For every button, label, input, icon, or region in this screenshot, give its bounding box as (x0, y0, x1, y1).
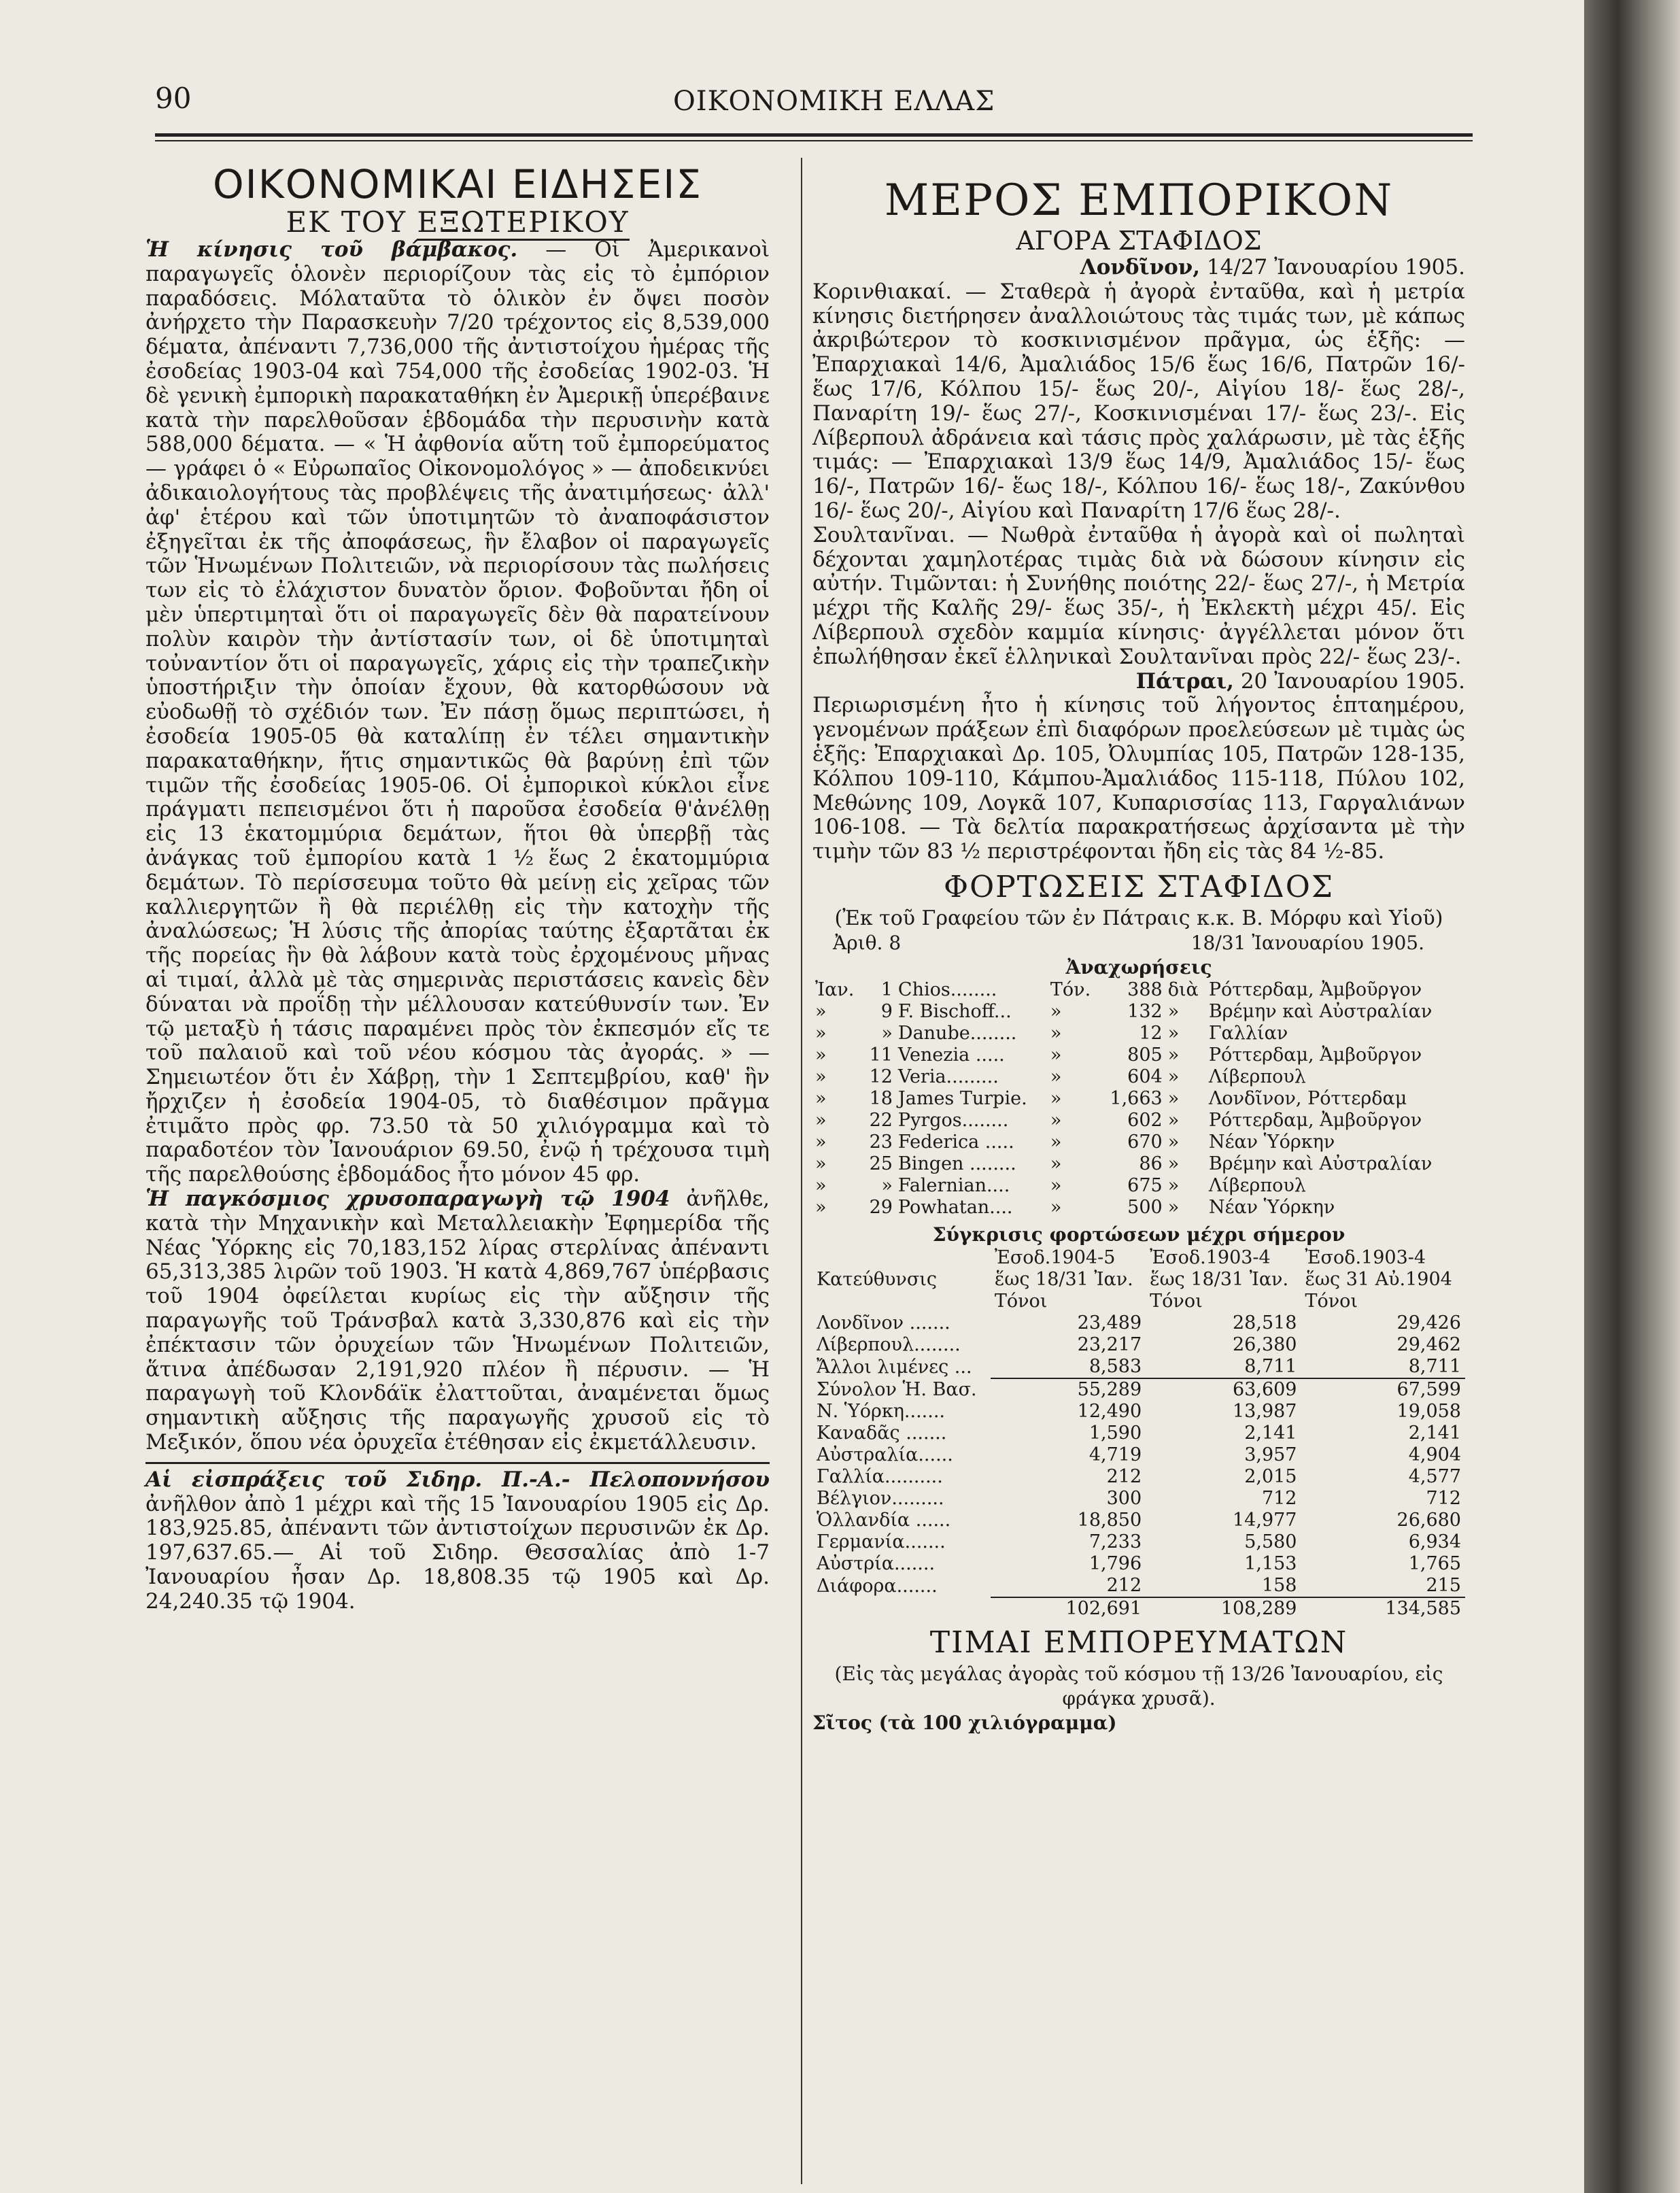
departure-cell-d: 29 (869, 1197, 893, 1219)
departure-cell-via: » (1167, 1001, 1180, 1023)
comparison-cell-dest: Γαλλία.......... (817, 1466, 943, 1488)
shipments-title: ΦΟΡΤΩΣΕΙΣ ΣΤΑΦΙΔΟΣ (944, 869, 1334, 904)
departure-cell-m: » (815, 1066, 827, 1088)
header-rule-thin (155, 140, 1473, 141)
departure-cell-t: 602 (1127, 1110, 1163, 1132)
departure-row (812, 979, 1465, 1001)
departure-cell-m: » (815, 1110, 827, 1132)
comparison-cell-b: 158 (1261, 1575, 1297, 1597)
departure-row (812, 1023, 1465, 1044)
departure-cell-t: 1,663 (1110, 1088, 1163, 1110)
departure-row (812, 1066, 1465, 1088)
comparison-cell-b: 5,580 (1244, 1531, 1297, 1553)
railway-article (145, 1468, 770, 1614)
departure-cell-u: Τόν. (1050, 979, 1091, 1001)
header-rule (155, 133, 1473, 137)
comparison-row (812, 1553, 1465, 1575)
departure-cell-m: » (815, 1197, 827, 1219)
page-number: 90 (155, 82, 192, 115)
comparison-row (812, 1510, 1465, 1531)
comparison-row (812, 1488, 1465, 1510)
departure-cell-t: 86 (1139, 1153, 1163, 1175)
comparison-header-3b: ἕως 31 Αὐ.1904 (1305, 1269, 1452, 1291)
comparison-row (812, 1378, 1465, 1401)
departure-cell-via: » (1167, 1088, 1180, 1110)
departure-cell-u: » (1050, 1044, 1062, 1066)
departure-cell-t: 132 (1127, 1001, 1163, 1023)
departure-cell-dest: Ρόττερδαμ, Ἀμβοῦργον (1208, 1044, 1422, 1066)
departure-cell-ship: Bingen ........ (897, 1153, 1016, 1175)
subtitle-prefix: ΕΚ ΤΟΥ (286, 205, 417, 239)
comparison-row (812, 1356, 1465, 1378)
comparison-cell-dest: Ν. Ὑόρκη....... (817, 1401, 946, 1423)
departure-cell-t: 805 (1127, 1044, 1163, 1066)
comparison-cell-dest: Λίβερπουλ........ (817, 1334, 961, 1356)
departure-cell-t: 500 (1127, 1197, 1163, 1219)
comparison-cell-dest: Αὐστραλία...... (817, 1444, 953, 1466)
comparison-cell-dest: Γερμανία....... (817, 1531, 946, 1553)
comparison-row (812, 1444, 1465, 1466)
comparison-cell-b: 1,153 (1244, 1553, 1297, 1575)
comparison-cell-b: 63,609 (1146, 1378, 1301, 1401)
comparison-cell-a: 12,490 (1077, 1401, 1142, 1423)
departure-row (812, 1088, 1465, 1110)
prices-note: (Εἰς τὰς μεγάλας ἀγορὰς τοῦ κόσμου τῇ 13/26 Ἰανουαρίου, εἰς φράγκα χρυσᾶ). (834, 1663, 1443, 1710)
departure-cell-m: » (815, 1001, 827, 1023)
comparison-cell-b: 712 (1261, 1488, 1297, 1510)
comparison-cell-b: 2,015 (1244, 1466, 1297, 1488)
departure-cell-ship: Chios........ (897, 979, 997, 1001)
departure-cell-u: » (1050, 1132, 1062, 1153)
departure-cell-t: 388 (1127, 979, 1163, 1001)
comparison-row (812, 1575, 1465, 1597)
comparison-cell-a: 1,796 (1088, 1553, 1142, 1575)
comparison-cell-b: 3,957 (1244, 1444, 1297, 1466)
departure-cell-m: » (815, 1044, 827, 1066)
comparison-cell-c: 712 (1426, 1488, 1461, 1510)
departures-table (812, 979, 1465, 1219)
commercial-section-title: ΜΕΡΟΣ ΕΜΠΟΡΙΚΟΝ (884, 175, 1394, 226)
departures-title: Ἀναχωρήσεις (1065, 955, 1212, 979)
patras-text: Περιωρισμένη ἦτο ἡ κίνησις τοῦ λήγοντος ἑπταημέρου, γενομένων πράξεων ἐπὶ διαφόρων προελεύσεων μὲ τιμὰς ὡς ἑξῆς: Ἐπαρχιακαὶ Δρ. 105, Ὀλυμπίας 105, Πατρῶν 128-135, Κόλπου 109-110, Κάμπου-Ἀμαλιάδος 115-118, Πύλου 102, Μεθώνης 109, Λογκᾶ 107, Κυπαρισσίας 113, Γαργαλιάνων 106-108. — Τὰ δελτία παρακρατήσεως ἀρχίσαντα μὲ τὴν τιμὴν τῶν 83 ½ περιστρέφονται ἤδη εἰς τὰς 84 ½-85. (812, 693, 1465, 864)
comparison-row (812, 1466, 1465, 1488)
comparison-header-2a: Ἐσοδ.1903-4 (1150, 1247, 1271, 1269)
departure-cell-d: » (881, 1023, 893, 1044)
departure-cell-d: » (881, 1175, 893, 1197)
departure-row (812, 1132, 1465, 1153)
corinth-text: Κορινθιακαί. — Σταθερὰ ἡ ἀγορὰ ἐνταῦθα, καὶ ἡ μετρία κίνησις διετήρησεν ἀναλλοιώτους τὰς τιμάς των, μὲ κάπως ἀκριβώτερον τὸ κοσκινισμένον πρᾶγμα, ὡς ἑξῆς: — Ἐπαρχιακαὶ 14/6, Ἀμαλιάδος 15/6 ἕως 16/6, Πατρῶν 16/- ἕως 17/6, Κόλπου 15/- ἕως 20/-, Αἰγίου 18/- ἕως 28/-, Παναρίτη 19/- ἕως 27/-, Κοσκινισμέναι 17/- ἕως 23/-. Εἰς Λίβερπουλ ἀδράνεια καὶ τάσις πρὸς χαλάρωσιν, μὲ τὰς ἑξῆς τιμάς: — Ἐπαρχιακαὶ 13/9 ἕως 14/9, Ἀμαλιάδος 15/- ἕως 16/-, Πατρῶν 16/- ἕως 18/-, Κόλπου 16/- ἕως 18/-, Ζακύνθου 16/- ἕως 20/-, Αἰγίου καὶ Παναρίτη 17/6 ἕως 28/-. (812, 279, 1465, 523)
comparison-cell-dest: Ἄλλοι λιμένες ... (817, 1356, 972, 1378)
departure-cell-u: » (1050, 1023, 1062, 1044)
departure-cell-ship: F. Bischoff... (897, 1001, 1012, 1023)
comparison-cell-a: 1,590 (1088, 1423, 1142, 1444)
departure-cell-dest: Λονδῖνον, Ρόττερδαμ (1208, 1088, 1407, 1110)
comparison-cell-a: 7,233 (1088, 1531, 1142, 1553)
comparison-cell-c: 29,426 (1396, 1312, 1461, 1334)
comparison-header-1b: ἕως 18/31 Ἰαν. (994, 1269, 1133, 1291)
departure-cell-ship: James Turpie. (897, 1088, 1027, 1110)
shipments-source: (Ἐκ τοῦ Γραφείου τῶν ἐν Πάτραις κ.κ. Β. Μόρφυ καὶ Υἱοῦ) (834, 906, 1443, 930)
departure-cell-d: 23 (869, 1132, 893, 1153)
cotton-text: — Οἱ Ἀμερικανοὶ παραγωγεῖς ὁλονὲν περιορίζουν τὰς εἰς τὸ ἐμπόριον παραδόσεις. Μόλαταῦτα τὸ ὁλικὸν ἐν ὄψει ποσὸν ἀνήρχετο τὴν Παρασκευὴν 7/20 τρέχοντος εἰς 8,539,000 δέματα, ἀπέναντι 7,736,000 τῆς ἀντιστοίχου ἡμέρας τῆς ἐσοδείας 1903-04 καὶ 754,000 τῆς ἐσοδείας 1902-03. Ἡ δὲ γενικὴ ἐμπορικὴ παρακαταθήκη ἐν Ἀμερικῇ ὑπερέβαινε κατὰ τὴν παρελθοῦσαν ἑβδομάδα τὴν περυσινὴν κατὰ 588,000 δέματα. — « Ἡ ἀφθονία αὕτη τοῦ ἐμπορεύματος — γράφει ὁ « Εὐρωπαῖος Οἰκονομολόγος » — ἀποδεικνύει ἀδικαιολογήτους τὰς προβλέψεις τῆς ἀνατιμήσεως· ἀλλ' ἀφ' ἑτέρου καὶ τῶν ὑποτιμητῶν τὸ ἀναποφάσιστον ἐξηγεῖται ἐκ τῆς ἀποφάσεως, ἣν ἔλαβον οἱ παραγωγεῖς τῶν Ἡνωμένων Πολιτειῶν, νὰ περιορίσουν τὰς πωλήσεις των εἰς τὸ ἐλάχιστον δυνατὸν ὅριον. Φοβοῦνται ἤδη οἱ μὲν ὑπερτιμηταὶ ὅτι οἱ παραγωγεῖς δὲν θὰ παρατείνουν πολὺν καιρὸν τὴν ἀντίστασίν των, οἱ δὲ ὑποτιμηταὶ τοὐναντίον ὅτι οἱ παραγωγεῖς, χάρις εἰς τὴν τραπεζικὴν ὑποστήριξιν τὴν ὁποίαν ἔχουν, θὰ κατορθώσουν νὰ εὐοδωθῇ τὸ σχέδιόν των. Ἐν πάσῃ ὅμως περιπτώσει, ἡ ἐσοδεία 1905-05 θὰ καταλίπῃ ἐν τέλει σημαντικὴν παρακαταθήκην, ἥτις σημαντικῶς θὰ βαρύνῃ ἐπὶ τῶν τιμῶν τῆς ἐσοδείας 1905-06. Οἱ ἐμπορικοὶ κύκλοι εἶνε πράγματι πεπεισμένοι ὅτι ἡ παροῦσα ἐσοδεία θ'ἀνέλθῃ εἰς 13 ἑκατομμύρια δεμάτων, ἥτοι θὰ ὑπερβῇ τὰς ἀνάγκας τοῦ ἐμπορίου κατὰ 1 ½ ἕως 2 ἑκατομμύρια δεμάτων. Τὸ περίσσευμα τοῦτο θὰ μείνῃ εἰς χεῖρας τῶν καλλιεργητῶν ἢ θὰ περιέλθῃ εἰς τὴν κατοχὴν τῆς ἀναλώσεως; Ἡ λύσις τῆς ἀπορίας ταύτης ἐξαρτᾶται ἐκ τῆς πορείας ἣν θὰ λάβουν κατὰ τοὺς ἐρχομένους μῆνας αἱ τιμαί, ἀλλὰ μὲ τὰς σημερινὰς περιστάσεις κανεὶς δὲν δύναται νὰ προΐδῃ τὴν μέλλουσαν κατεύθυνσίν των. Ἐν τῷ μεταξὺ ἡ τάσις παραμένει πρὸς τὸν ἐκπεσμόν εἴς τε τοῦ παλαιοῦ καὶ τοῦ νέου κόσμου τὰς ἀγοράς. » — Σημειωτέον ὅτι ἐν Χάβρῃ, τὴν 1 Σεπτεμβρίου, καθ' ἣν ἤρχιζεν ἡ ἐσοδεία 1904-05, τὸ διαθέσιμον πρᾶγμα ἐτιμᾶτο πρὸς φρ. 73.50 τὰ 50 χιλιόγραμμα καὶ τὸ παραδοτέον τὸν Ἰανουάριον 69.50, ἐνῷ ἡ τρέχουσα τιμὴ τῆς παρελθούσης ἑβδομάδος ἦτο μόνον 45 φρ. (145, 237, 770, 1187)
comparison-cell-a: 23,217 (1077, 1334, 1142, 1356)
departure-cell-d: 22 (869, 1110, 893, 1132)
comparison-cell-c: 26,680 (1396, 1510, 1461, 1531)
comparison-cell-b: 26,380 (1233, 1334, 1297, 1356)
departure-cell-u: » (1050, 1175, 1062, 1197)
comparison-cell-dest: Ὁλλανδία ...... (817, 1510, 951, 1531)
departure-cell-dest: Νέαν Ὑόρκην (1208, 1197, 1335, 1219)
patras-place: Πάτραι, (1135, 668, 1234, 694)
departure-cell-dest: Ρόττερδαμ, Ἀμβοῦργον (1208, 979, 1422, 1001)
departure-cell-m: » (815, 1175, 827, 1197)
comparison-cell-a: 23,489 (1077, 1312, 1142, 1334)
departure-cell-via: » (1167, 1132, 1180, 1153)
departure-cell-m: » (815, 1088, 827, 1110)
comparison-row (812, 1401, 1465, 1423)
comparison-cell-a: 212 (1106, 1575, 1142, 1597)
departure-cell-ship: Falernian.... (897, 1175, 1010, 1197)
cotton-lead: Ἡ κίνησις τοῦ βάμβακος. (145, 237, 518, 262)
departure-row (812, 1175, 1465, 1197)
economic-news-subtitle (145, 207, 770, 238)
comparison-cell-a: 8,583 (1088, 1356, 1142, 1378)
comparison-header-direction (812, 1247, 991, 1269)
comparison-cell-dest: Διάφορα....... (817, 1575, 938, 1597)
comparison-cell-c: 215 (1426, 1575, 1461, 1597)
departure-row (812, 1001, 1465, 1023)
comparison-cell-c: 1,765 (1408, 1553, 1461, 1575)
comparison-cell-dest (812, 1597, 991, 1620)
departure-row (812, 1153, 1465, 1175)
economic-news-title: ΟΙΚΟΝΟΜΙΚΑΙ ΕΙΔΗΣΕΙΣ (213, 161, 702, 207)
comparison-cell-c: 6,934 (1408, 1531, 1461, 1553)
comparison-cell-dest: Βέλγιον......... (817, 1488, 944, 1510)
departure-cell-via: » (1167, 1175, 1180, 1197)
departure-cell-d: 12 (869, 1066, 893, 1088)
comparison-unit-1: Τόνοι (994, 1291, 1048, 1312)
patras-date: 20 Ἰανουαρίου 1905. (1233, 668, 1465, 694)
comparison-header-2b: ἕως 18/31 Ἰαν. (1150, 1269, 1289, 1291)
grain-label: Σῖτος (τὰ 100 χιλιόγραμμα) (812, 1711, 1117, 1734)
shipments-number: Ἀριθ. 8 (833, 931, 902, 954)
comparison-unit-blank (812, 1291, 991, 1312)
comparison-cell-c: 134,585 (1301, 1597, 1465, 1620)
departure-cell-via: » (1167, 1044, 1180, 1066)
comparison-row (812, 1423, 1465, 1444)
departure-cell-m: » (815, 1132, 827, 1153)
departure-cell-ship: Federica ..... (897, 1132, 1014, 1153)
right-column (812, 175, 1465, 1735)
comparison-cell-a: 4,719 (1088, 1444, 1142, 1466)
departure-cell-dest: Βρέμην καὶ Αὐστραλίαν (1208, 1153, 1433, 1175)
book-gutter (1584, 0, 1680, 2193)
departure-cell-via: » (1167, 1066, 1180, 1088)
comparison-title: Σύγκρισις φορτώσεων μέχρι σήμερον (932, 1223, 1345, 1246)
comparison-cell-a: 300 (1106, 1488, 1142, 1510)
sultana-text: Σουλτανῖναι. — Νωθρὰ ἐνταῦθα ἡ ἀγορὰ καὶ οἱ πωληταὶ δέχονται χαμηλοτέρας τιμὰς διὰ νὰ δώσουν κίνησιν εἰς αὐτήν. Τιμῶνται: ἡ Συνήθης ποιότης 22/- ἕως 27/-, ἡ Μετρία μέχρι τῆς Καλῆς 29/- ἕως 35/-, ἡ Ἐκλεκτὴ μέχρι 45/. Εἰς Λίβερπουλ σχεδὸν καμμία κίνησις· ἀγγέλλεται μόνον ὅτι ἐπωλήθησαν ἐκεῖ ἑλληνικαὶ Σουλτανῖναι πρὸς 22/- ἕως 23/-. (812, 522, 1465, 669)
comparison-cell-dest: Καναδᾶς ....... (817, 1423, 947, 1444)
departure-cell-via: » (1167, 1023, 1180, 1044)
comparison-header-direction-label: Κατεύθυνσις (817, 1269, 937, 1291)
departure-cell-dest: Ρόττερδαμ, Ἀμβοῦργον (1208, 1110, 1422, 1132)
departure-cell-u: » (1050, 1001, 1062, 1023)
departure-cell-d: 9 (880, 1001, 893, 1023)
railway-lead: Αἱ εἰσπράξεις τοῦ Σιδηρ. Π.-Α.- Πελοποννήσου (145, 1467, 770, 1492)
departure-cell-via: » (1167, 1197, 1180, 1219)
departure-cell-ship: Powhatan.... (897, 1197, 1013, 1219)
departure-cell-t: 604 (1127, 1066, 1163, 1088)
comparison-cell-b: 14,977 (1233, 1510, 1297, 1531)
departure-cell-ship: Venezia ..... (897, 1044, 1005, 1066)
departure-cell-ship: Pyrgos........ (897, 1110, 1009, 1132)
cotton-article (145, 238, 770, 1187)
comparison-cell-b: 8,711 (1244, 1356, 1297, 1378)
currant-market-subtitle: ΑΓΟΡΑ ΣΤΑΦΙΔΟΣ (1016, 226, 1262, 256)
comparison-cell-a: 212 (1106, 1466, 1142, 1488)
shipments-meta (812, 931, 1465, 955)
comparison-cell-c: 19,058 (1396, 1401, 1461, 1423)
departure-cell-ship: Veria......... (897, 1066, 999, 1088)
comparison-row (812, 1312, 1465, 1334)
departure-cell-m: Ἰαν. (815, 979, 855, 1001)
comparison-cell-b: 108,289 (1146, 1597, 1301, 1620)
comparison-header-1a: Ἐσοδ.1904-5 (994, 1247, 1116, 1269)
departure-cell-dest: Γαλλίαν (1208, 1023, 1288, 1044)
prices-title: ΤΙΜΑΙ ΕΜΠΟΡΕΥΜΑΤΩΝ (929, 1625, 1348, 1661)
departure-cell-m: » (815, 1023, 827, 1044)
departure-cell-u: » (1050, 1088, 1062, 1110)
departure-cell-via: » (1167, 1153, 1180, 1175)
departure-cell-dest: Λίβερπουλ (1208, 1066, 1306, 1088)
comparison-cell-b: 2,141 (1244, 1423, 1297, 1444)
comparison-table (812, 1247, 1465, 1620)
comparison-row (812, 1334, 1465, 1356)
departure-cell-u: » (1050, 1197, 1062, 1219)
comparison-cell-c: 29,462 (1396, 1334, 1461, 1356)
comparison-cell-a: 102,691 (991, 1597, 1146, 1620)
departure-cell-u: » (1050, 1110, 1062, 1132)
comparison-header-3a: Ἐσοδ.1903-4 (1305, 1247, 1426, 1269)
departure-cell-u: » (1050, 1066, 1062, 1088)
subtitle-underlined: ΕΞΩΤΕΡΙΚΟΥ (417, 205, 629, 241)
railway-text: ἀνῆλθον ἀπὸ 1 μέχρι καὶ τῆς 15 Ἰανουαρίου 1905 εἰς Δρ. 183,925.85, ἀπέναντι τῶν ἀντιστοίχων περυσινῶν ἐκ Δρ. 197,637.65.— Αἱ τοῦ Σιδηρ. Θεσσαλίας ἀπὸ 1-7 Ἰανουαρίου ἦσαν Δρ. 18,808.35 τῷ 1905 καὶ Δρ. 24,240.35 τῷ 1904. (145, 1491, 770, 1614)
departure-cell-d: 1 (880, 979, 893, 1001)
grain-line (812, 1711, 1465, 1735)
comparison-cell-c: 4,904 (1408, 1444, 1461, 1466)
patras-dateline (812, 670, 1465, 694)
comparison-unit-3: Τόνοι (1305, 1291, 1358, 1312)
comparison-unit-2: Τόνοι (1150, 1291, 1203, 1312)
left-column (145, 162, 770, 1614)
gold-text: ἀνῆλθε, κατὰ τὴν Μηχανικὴν καὶ Μεταλλειακὴν Ἐφημερίδα τῆς Νέας Ὑόρκης εἰς 70,183,152 λίρας στερλίνας ἀπέναντι 65,313,385 λιρῶν τοῦ 1903. Ἡ κατὰ 4,869,767 ὑπέρβασις τοῦ 1904 ὀφείλεται κυρίως εἰς τὴν αὔξησιν τῆς παραγωγῆς τοῦ Τράνσβαλ κατὰ 3,330,876 καὶ εἰς τὴν ἐπέκτασιν τῶν ὀρυχείων τῶν Ἡνωμένων Πολιτειῶν, ἅτινα ἀπέδωσαν 2,191,920 πλέον ἢ πέρυσιν. — Ἡ παραγωγὴ τοῦ Κλονδάϊκ ἐλαττοῦται, ἀναμένεται ὅμως σημαντικὴ αὔξησις τῆς παραγωγῆς χρυσοῦ εἰς τὸ Μεξικόν, ὅπου νέα ὀρυχεῖα ἐτέθησαν εἰς ἐκμετάλλευσιν. (145, 1187, 770, 1455)
running-title: ΟΙΚΟΝΟΜΙΚΗ ΕΛΛΑΣ (673, 86, 995, 117)
departure-row (812, 1110, 1465, 1132)
comparison-cell-c: 67,599 (1301, 1378, 1465, 1401)
comparison-row (812, 1531, 1465, 1553)
comparison-cell-dest: Σύνολον Ἡ. Βασ. (817, 1378, 977, 1400)
shipments-date: 18/31 Ἰανουαρίου 1905. (1190, 931, 1424, 954)
departure-cell-dest: Βρέμην καὶ Αὐστραλίαν (1208, 1001, 1433, 1023)
departure-cell-m: » (815, 1153, 827, 1175)
column-divider (801, 158, 802, 2184)
comparison-cell-a: 18,850 (1077, 1510, 1142, 1531)
comparison-cell-c: 2,141 (1408, 1423, 1461, 1444)
departure-cell-t: 670 (1127, 1132, 1163, 1153)
comparison-cell-c: 4,577 (1408, 1466, 1461, 1488)
gold-lead: Ἡ παγκόσμιος χρυσοπαραγωγὴ τῷ 1904 (145, 1187, 670, 1212)
departure-cell-t: 675 (1127, 1175, 1163, 1197)
departure-row (812, 1197, 1465, 1219)
departure-cell-via: διὰ (1167, 979, 1199, 1001)
departure-cell-t: 12 (1139, 1023, 1163, 1044)
comparison-cell-b: 13,987 (1233, 1401, 1297, 1423)
departure-cell-via: » (1167, 1110, 1180, 1132)
departure-cell-d: 18 (869, 1088, 893, 1110)
gold-article (145, 1187, 770, 1455)
departure-row (812, 1044, 1465, 1066)
departure-cell-d: 25 (869, 1153, 893, 1175)
london-dateline (812, 256, 1465, 280)
comparison-cell-c: 8,711 (1408, 1356, 1461, 1378)
london-place: Λονδῖνον, (1080, 255, 1201, 279)
london-date: 14/27 Ἰανουαρίου 1905. (1200, 255, 1465, 279)
comparison-cell-a: 55,289 (991, 1378, 1146, 1401)
departure-cell-dest: Νέαν Ὑόρκην (1208, 1132, 1335, 1153)
comparison-cell-dest: Αὐστρία....... (817, 1553, 936, 1575)
departure-cell-dest: Λίβερπουλ (1208, 1175, 1306, 1197)
comparison-row (812, 1597, 1465, 1620)
departure-cell-u: » (1050, 1153, 1062, 1175)
article-separator (145, 1462, 770, 1464)
comparison-cell-dest: Λονδῖνον ....... (817, 1312, 950, 1334)
comparison-cell-b: 28,518 (1233, 1312, 1297, 1334)
departure-cell-ship: Danube........ (897, 1023, 1017, 1044)
departure-cell-d: 11 (869, 1044, 893, 1066)
